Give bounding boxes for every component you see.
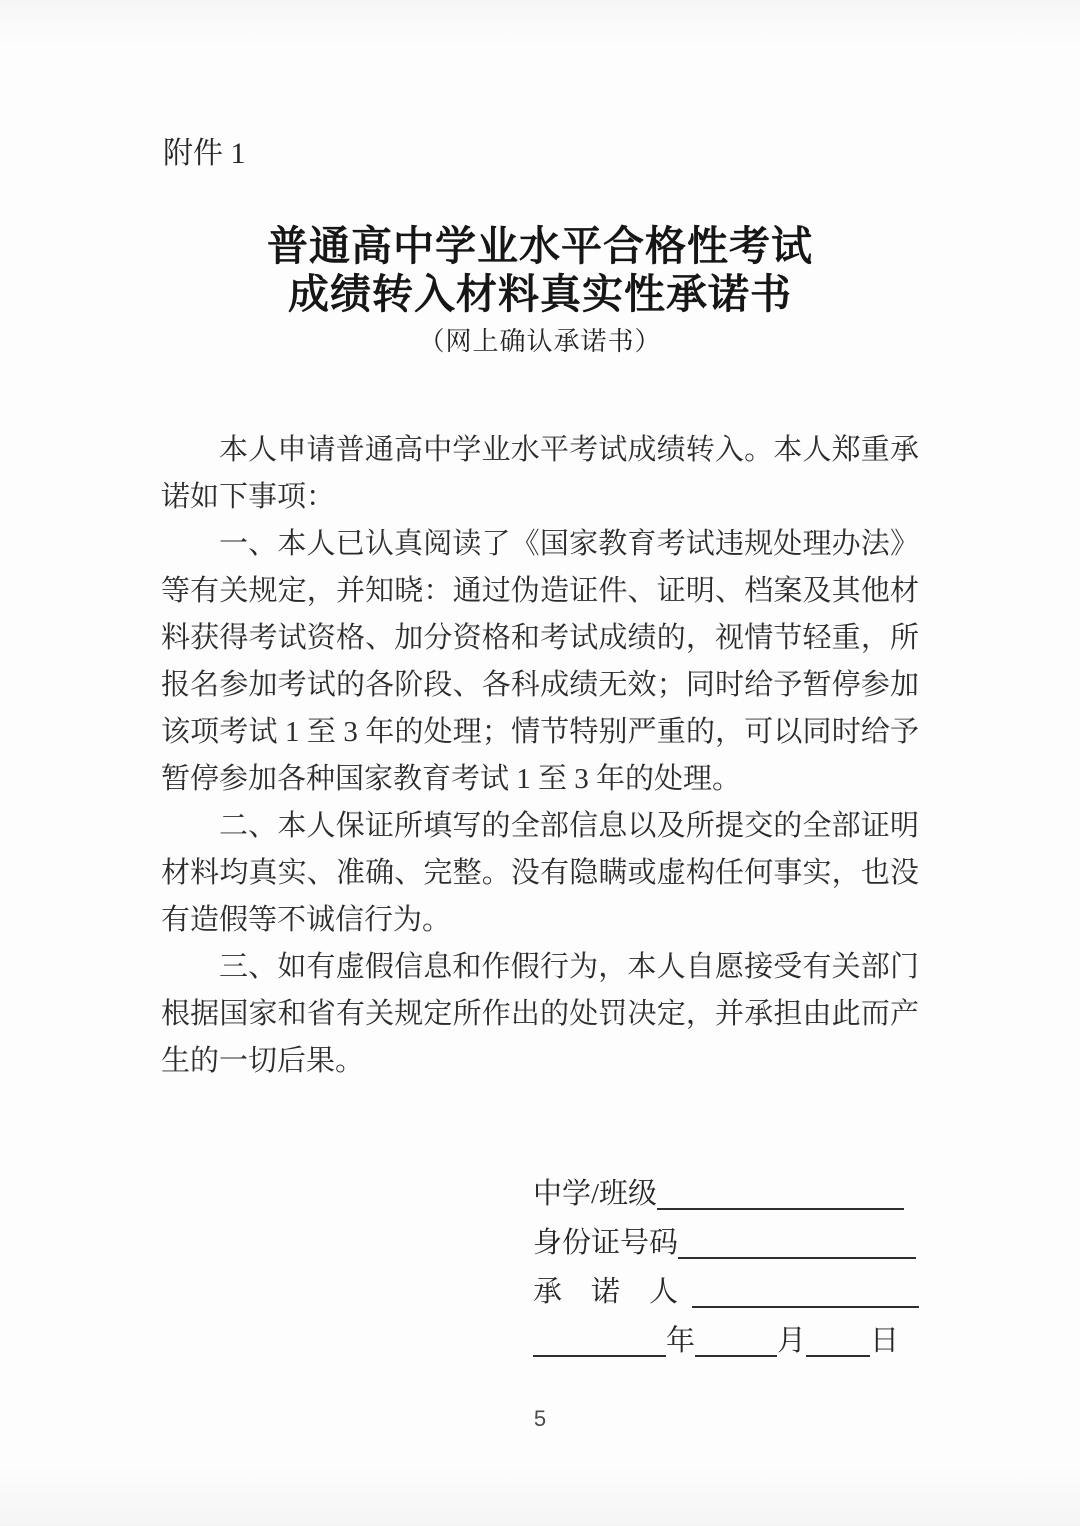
id-number-fill-blank (678, 1257, 916, 1259)
promiser-fill-blank (692, 1306, 919, 1308)
body-line: 一、本人已认真阅读了《国家教育考试违规处理办法》 (219, 528, 919, 560)
year-label: 年 (666, 1325, 696, 1357)
signature-row-promiser (533, 1268, 923, 1317)
body-line: 二、本人保证所填写的全部信息以及所提交的全部证明 (219, 810, 919, 842)
day-fill-blank (806, 1355, 870, 1357)
signature-row-date (533, 1317, 923, 1366)
attachment-label: 附件 1 (163, 137, 246, 170)
day-label: 日 (870, 1325, 900, 1357)
body-paragraphs (161, 427, 919, 1085)
id-number-label: 身份证号码 (533, 1227, 679, 1259)
body-line: 生的一切后果。 (161, 1045, 365, 1077)
body-line: 材料均真实、准确、完整。没有隐瞒或虚构任何事实，也没 (161, 857, 919, 889)
body-line: 本人申请普通高中学业水平考试成绩转入。本人郑重承 (219, 434, 919, 466)
school-class-label: 中学/班级 (533, 1178, 658, 1210)
body-line: 诺如下事项： (161, 481, 336, 513)
body-line: 有造假等不诚信行为。 (161, 904, 452, 936)
document-title-block (0, 222, 1080, 357)
month-fill-blank (695, 1355, 777, 1357)
page-number: 5 (533, 1406, 547, 1431)
month-label: 月 (777, 1325, 807, 1357)
promiser-label: 承 诺 人 (533, 1276, 679, 1308)
document-title-line-1: 普通高中学业水平合格性考试 (267, 223, 813, 269)
body-line: 等有关规定，并知晓：通过伪造证件、证明、档案及其他材 (161, 575, 919, 607)
school-class-fill-blank (657, 1208, 904, 1210)
signature-row-id-number (533, 1219, 923, 1268)
year-fill-blank (533, 1355, 666, 1357)
body-line: 暂停参加各种国家教育考试 1 至 3 年的处理。 (161, 763, 742, 795)
body-line: 报名参加考试的各阶段、各科成绩无效；同时给予暂停参加 (161, 669, 919, 701)
document-title-line-2: 成绩转入材料真实性承诺书 (288, 271, 792, 317)
signature-block (533, 1170, 923, 1366)
body-line: 三、如有虚假信息和作假行为，本人自愿接受有关部门 (219, 951, 919, 983)
body-line: 该项考试 1 至 3 年的处理；情节特别严重的，可以同时给予 (161, 716, 919, 748)
body-line: 根据国家和省有关规定所作出的处罚决定，并承担由此而产 (161, 998, 919, 1030)
body-line: 料获得考试资格、加分资格和考试成绩的，视情节轻重，所 (161, 622, 919, 654)
document-subtitle: （网上确认承诺书） (418, 327, 662, 356)
signature-row-school-class (533, 1170, 923, 1219)
